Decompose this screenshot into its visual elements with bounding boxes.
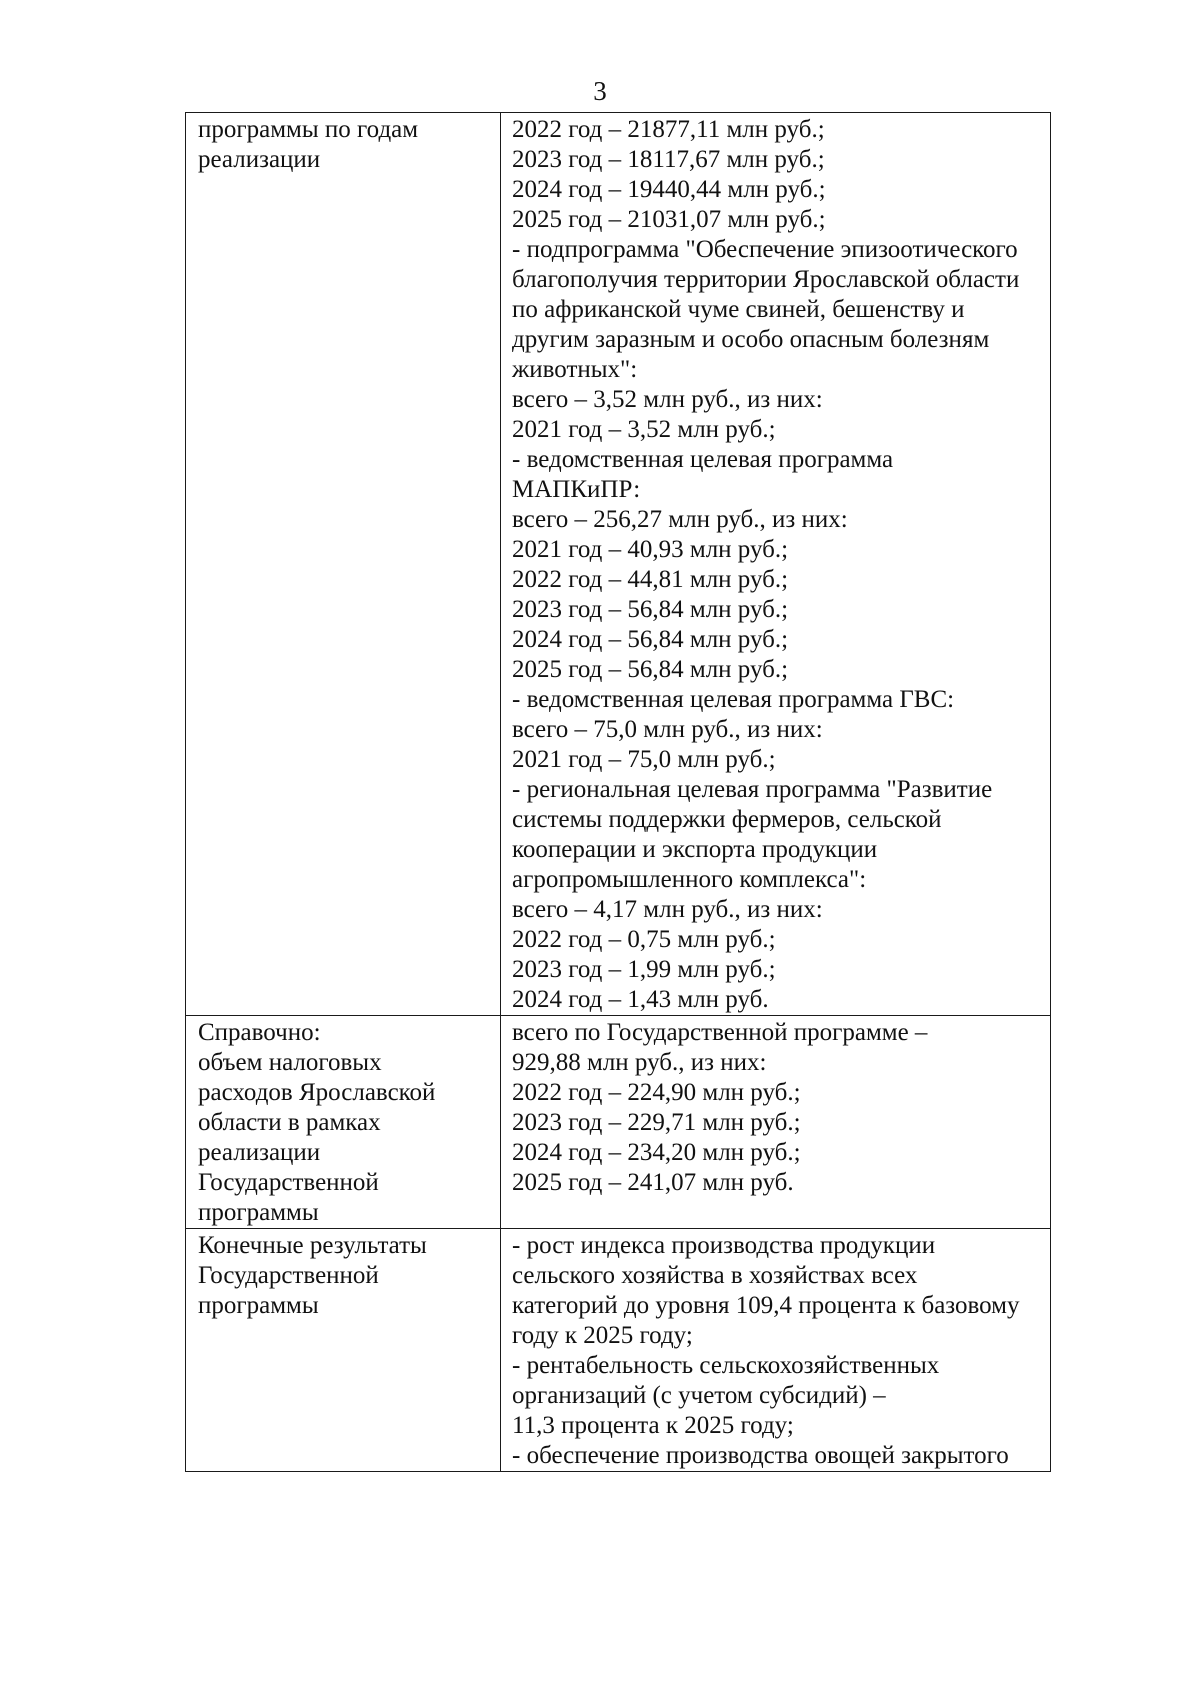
- row-label: Справочно: объем налоговых расходов Ярославской области в рамках реализации Государственной программы: [198, 1019, 436, 1226]
- table-row-tax-expenditures: [186, 1016, 1051, 1229]
- row-content-cell: [501, 1229, 1051, 1472]
- row-content: - рост индекса производства продукции сельского хозяйства в хозяйствах всех категорий до уровня 109,4 процента к базовому году к 2025 году; - рентабельность сельскохозяйственных организаций (с учетом субсидий) – 11,3 процента к 2025 году; - обеспечение производства овощей закрытого: [512, 1232, 1020, 1469]
- row-label: программы по годам реализации: [198, 116, 419, 173]
- row-label: Конечные результаты Государственной программы: [198, 1232, 427, 1319]
- program-passport-table: [185, 112, 1051, 1472]
- row-label-cell: [186, 1016, 501, 1229]
- table-row-funding-by-years: [186, 113, 1051, 1016]
- row-content-cell: [501, 113, 1051, 1016]
- page-number: 3: [593, 76, 607, 106]
- row-content: 2022 год – 21877,11 млн руб.; 2023 год – 18117,67 млн руб.; 2024 год – 19440,44 млн руб.; 2025 год – 21031,07 млн руб.; - подпрограмма "Обеспечение эпизоотического благополучия территории Ярославской области по африканской чуме свиней, бешенству и другим заразным и особо опасным болезням животных": всего – 3,52 млн руб., из них: 2021 год – 3,52 млн руб.; - ведомственная целевая программа МАПКиПР: всего – 256,27 млн руб., из них: 2021 год – 40,93 млн руб.; 2022 год – 44,81 млн руб.; 2023 год – 56,84 млн руб.; 2024 год – 56,84 млн руб.; 2025 год – 56,84 млн руб.; - ведомственная целевая программа ГВС: всего – 75,0 млн руб., из них: 2021 год – 75,0 млн руб.; - региональная целевая программа "Развитие системы поддержки фермеров, сельской кооперации и экспорта продукции агропромышленного комплекса": всего – 4,17 млн руб., из них: 2022 год – 0,75 млн руб.; 2023 год – 1,99 млн руб.; 2024 год – 1,43 млн руб.: [512, 116, 1020, 1013]
- table-row-final-results: [186, 1229, 1051, 1472]
- row-label-cell: [186, 1229, 501, 1472]
- row-content-cell: [501, 1016, 1051, 1229]
- row-content: всего по Государственной программе – 929,88 млн руб., из них: 2022 год – 224,90 млн руб.; 2023 год – 229,71 млн руб.; 2024 год – 234,20 млн руб.; 2025 год – 241,07 млн руб.: [512, 1019, 928, 1196]
- row-label-cell: [186, 113, 501, 1016]
